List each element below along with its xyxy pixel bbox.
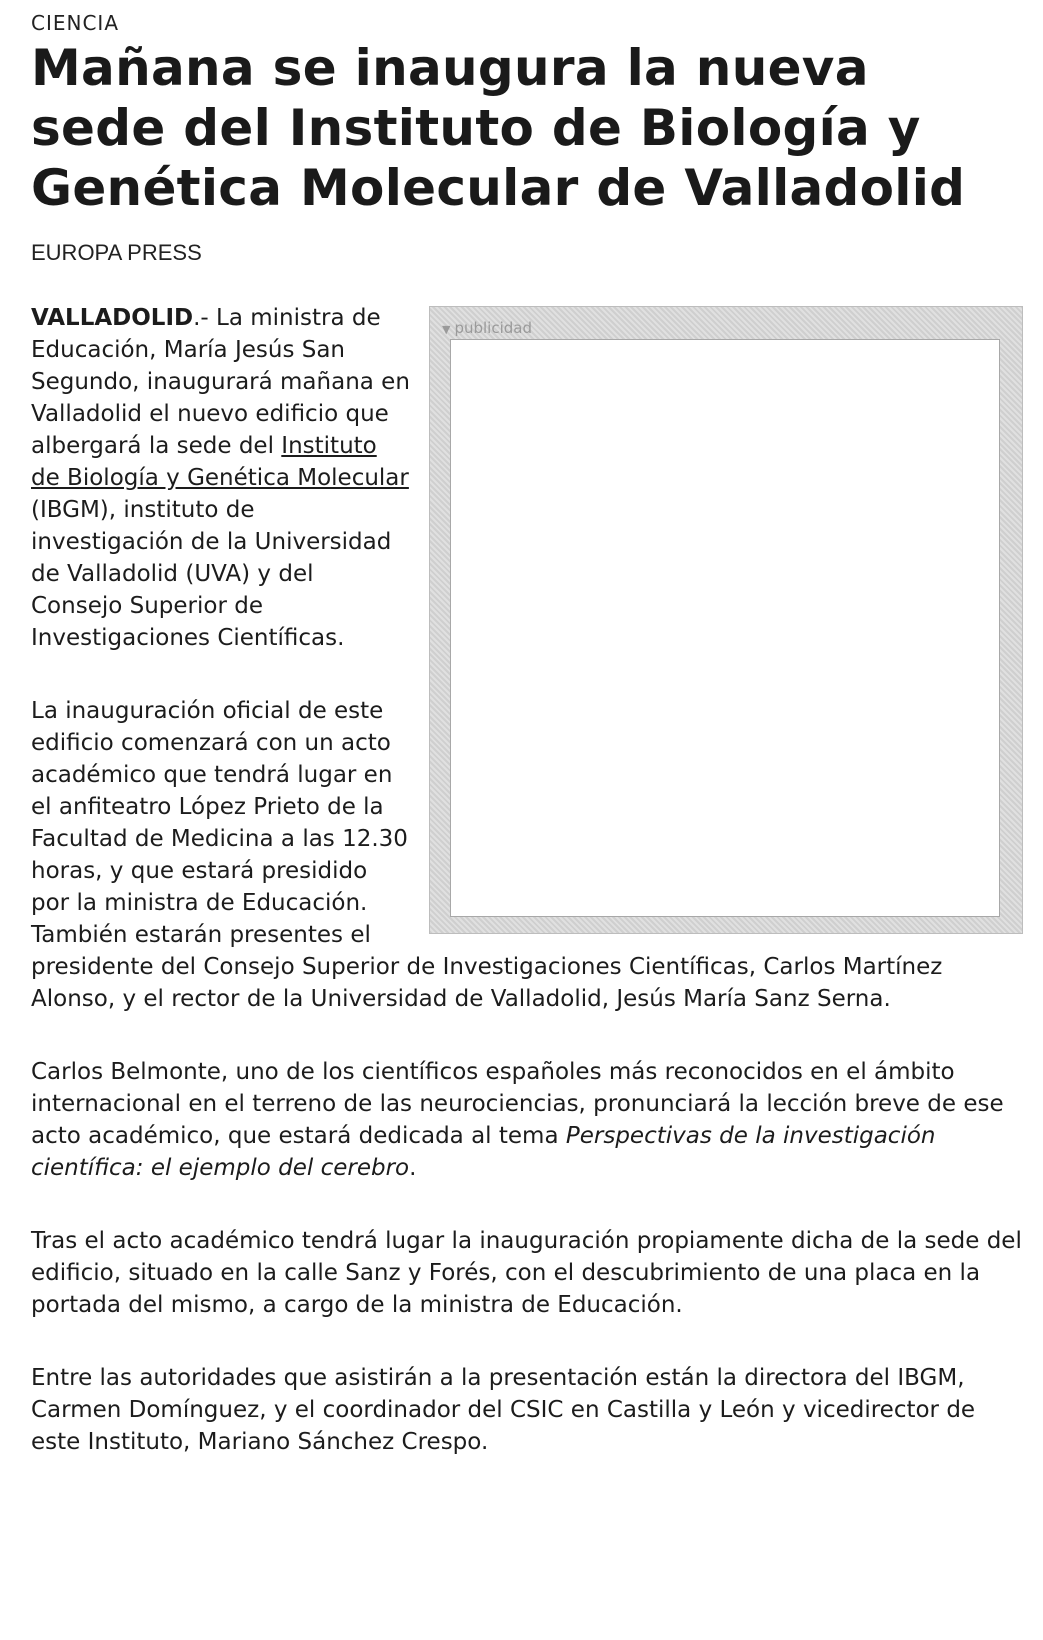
paragraph-1-text-b: (IBGM), instituto de investigación de la Universidad de Valladolid (UVA) y del Consejo Superior de Investigaciones Científicas. [31,497,392,651]
dateline: VALLADOLID [31,305,194,331]
headline: Mañana se inaugura la nueva sede del Instituto de Biología y Genética Molecular de Valladolid [31,39,966,217]
paragraph-3-text: Carlos Belmonte, uno de los científicos españoles más reconocidos en el ámbito internacional en el terreno de las neurociencias, pronunciará la lección breve de ese acto académico, que estará dedicada al tema [31,1059,1004,1149]
paragraph-4: Tras el acto académico tendrá lugar la inauguración propiamente dicha de la sede del edificio, situado en la calle Sanz y Forés, con el descubrimiento de una placa en la portada del mismo, a cargo de la ministra de Educación. [31,1228,1022,1318]
paragraph-3 [31,1056,1026,1184]
paragraph-3-end: . [409,1155,417,1181]
ad-content-area[interactable] [450,339,1000,917]
ad-label-text: publicidad [454,319,533,337]
ibgm-link[interactable]: Instituto de Biología y Genética Molecular [31,433,409,491]
article-body [31,302,1026,1499]
triangle-down-icon: ▼ [442,323,451,336]
lecture-title: Perspectivas de la investigación científica: el ejemplo del cerebro [31,1123,936,1181]
paragraph-2: La inauguración oficial de este edificio comenzará con un acto académico que tendrá lugar en el anfiteatro López Prieto de la Facultad de Medicina a las 12.30 horas, y que estará presidido por la ministra de Educación. También estarán presentes el presidente del Consejo Superior de Investigaciones Científicas, Carlos Martínez Alonso, y el rector de la Universidad de Valladolid, Jesús María Sanz Serna. [31,698,943,1012]
news-agency: EUROPA PRESS [31,240,202,265]
paragraph-5: Entre las autoridades que asistirán a la presentación están la directora del IBGM, Carmen Domínguez, y el coordinador del CSIC en Castilla y León y vicedirector de este Instituto, Mariano Sánchez Crespo. [31,1365,976,1455]
section-label: CIENCIA [31,11,120,35]
ad-frame [429,306,1023,934]
paragraph-1-text-a: La ministra de Educación, María Jesús San Segundo, inaugurará mañana en Valladolid el nuevo edificio que albergará la sede del [31,305,410,459]
ad-slot[interactable] [426,302,1026,937]
dateline-separator: .- [193,305,209,331]
